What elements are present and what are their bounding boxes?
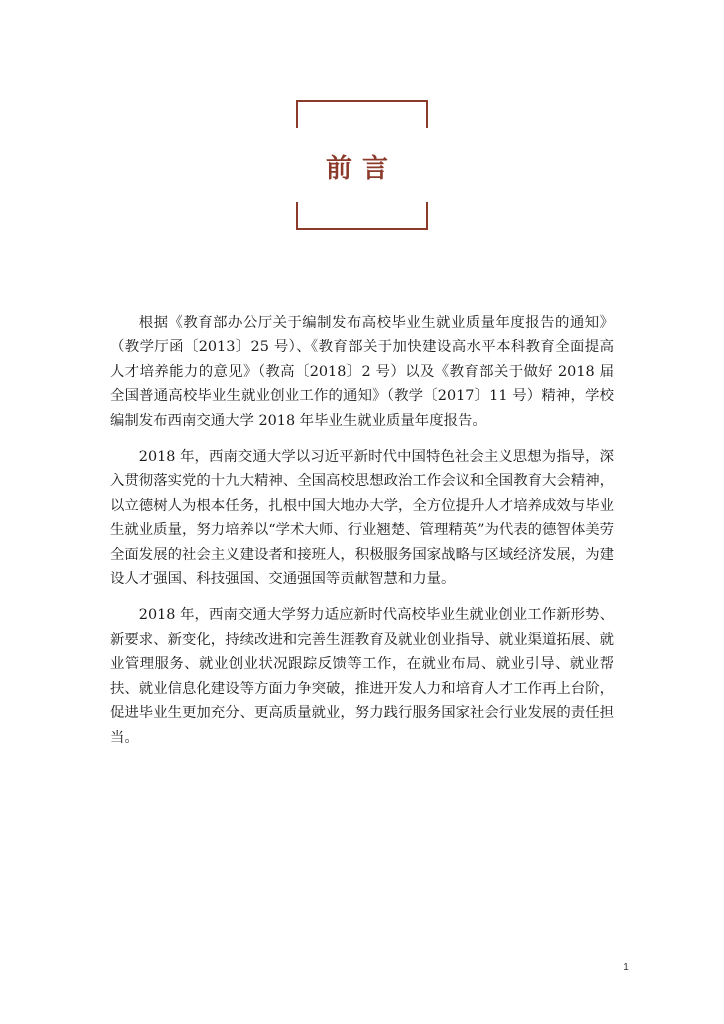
paragraph-1: 根据《教育部办公厅关于编制发布高校毕业生就业质量年度报告的通知》（教学厅函〔2013〕25 号）、《教育部关于加快建设高水平本科教育全面提高人才培养能力的意见》（教高〔2018〕2 号）以及《教育部关于做好 2018 届全国普通高校毕业生就业创业工作的通知》（教学〔2017〕11 号）精神，学校编制发布西南交通大学 2018 年毕业生就业质量年度报告。: [110, 315, 614, 429]
paragraph-2: 2018 年，西南交通大学以习近平新时代中国特色社会主义思想为指导，深入贯彻落实党的十九大精神、全国高校思想政治工作会议和全国教育大会精神，以立德树人为根本任务，扎根中国大地办大学，全方位提升人才培养成效与毕业生就业质量，努力培养以“学术大师、行业翘楚、管理精英”为代表的德智体美劳全面发展的社会主义建设者和接班人，积极服务国家战略与区域经济发展，为建设人才强国、科技强国、交通强国等贡献智慧和力量。: [110, 449, 614, 588]
paragraph-3: 2018 年，西南交通大学努力适应新时代高校毕业生就业创业工作新形势、新要求、新变化，持续改进和完善生涯教育及就业创业指导、就业渠道拓展、就业管理服务、就业创业状况跟踪反馈等工作，在就业布局、就业引导、就业帮扶、就业信息化建设等方面力争突破，推进开发人力和培育人才工作再上台阶，促进毕业生更加充分、更高质量就业，努力践行服务国家社会行业发展的责任担当。: [110, 607, 614, 746]
title-frame: [296, 100, 428, 230]
page-number: 1: [623, 962, 629, 973]
page-title: 前言: [325, 154, 398, 184]
title-bracket-top: [296, 100, 428, 128]
title-bracket-bottom: [296, 202, 428, 230]
preface-body: [110, 311, 614, 762]
